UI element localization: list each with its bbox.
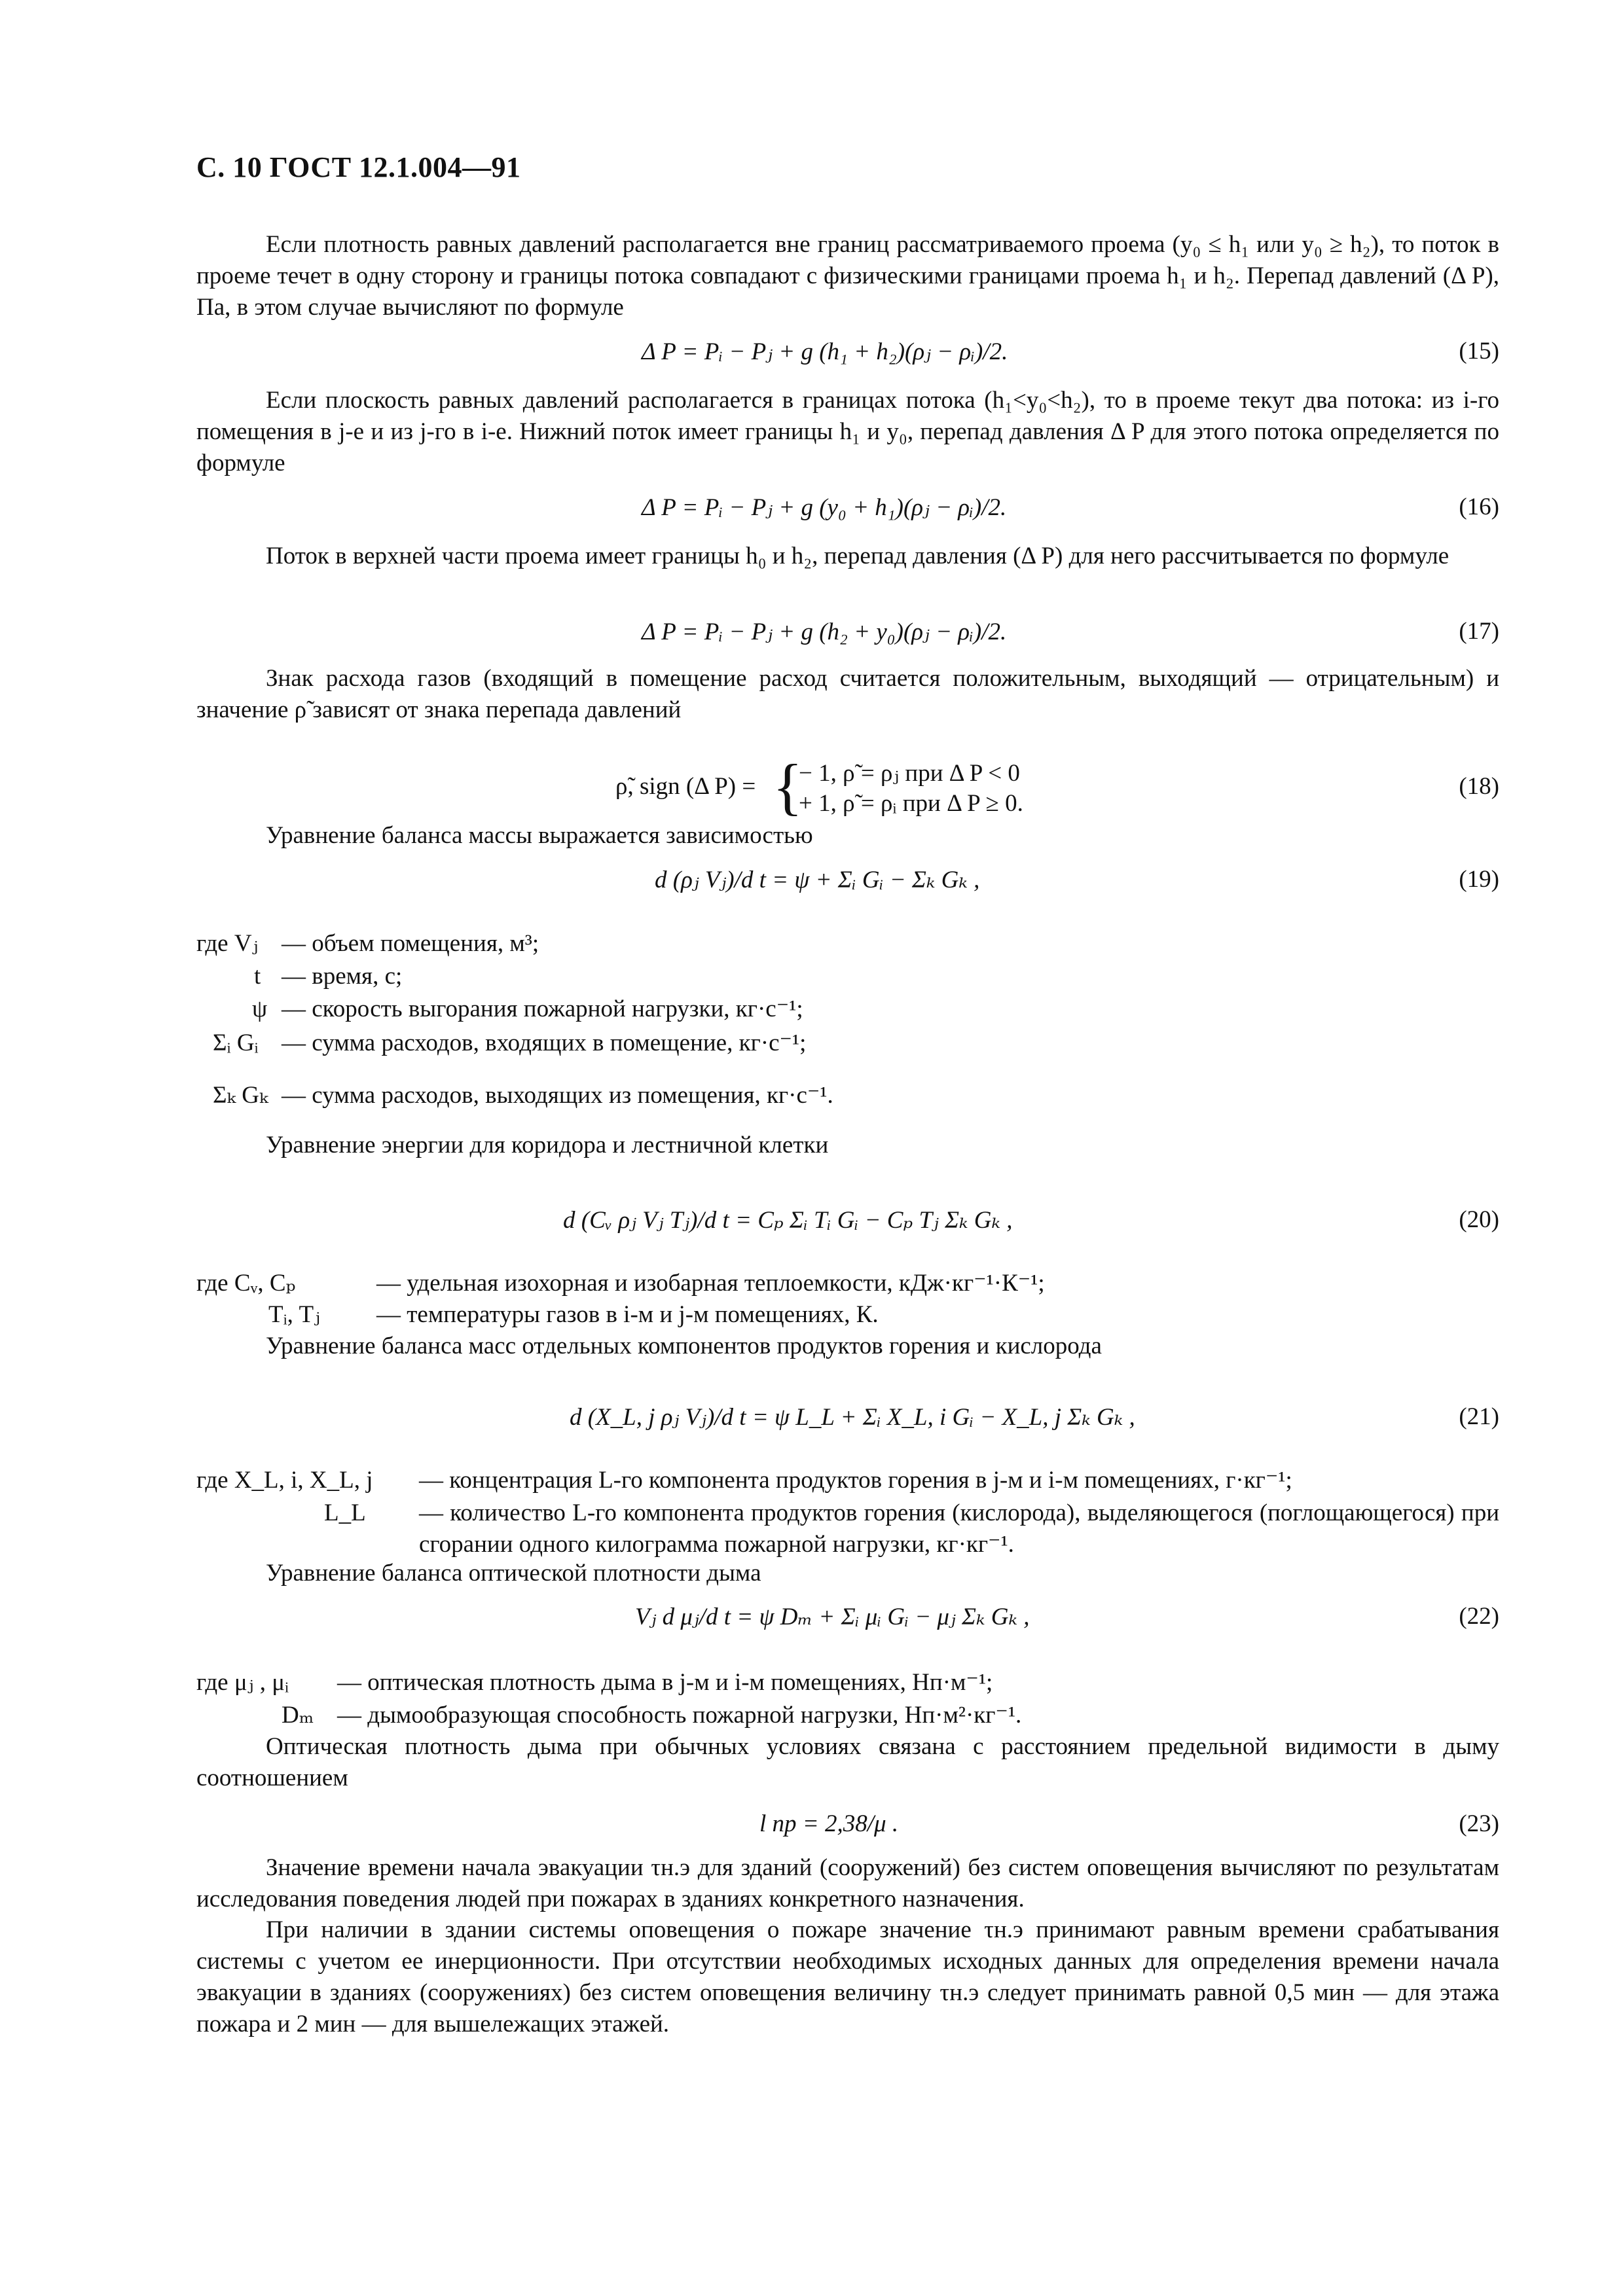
- equation-20-formula: d (Cᵥ ρⱼ Vⱼ Tⱼ)/d t = Cₚ Σᵢ Tᵢ Gᵢ − Cₚ Tⱼ Σₖ Gₖ ,: [563, 1207, 1013, 1234]
- paragraph-6: Уравнение энергии для коридора и лестничной клетки: [266, 1132, 829, 1158]
- where-21-text-2: — количество L-го компонента продуктов горения (кислорода), выделяющегося (поглощающегося) при сгорании одного килограмма пожарной нагрузки, кг·кг⁻¹.: [419, 1499, 1499, 1558]
- paragraph-5: Уравнение баланса массы выражается зависимостью: [266, 822, 813, 849]
- where-21-text-1: — концентрация L-го компонента продуктов горения в j-м и i-м помещениях, г·кг⁻¹;: [419, 1467, 1292, 1494]
- equation-22-formula: Vⱼ d μⱼ/d t = ψ Dₘ + Σᵢ μᵢ Gᵢ − μⱼ Σₖ Gₖ ,: [635, 1604, 1030, 1630]
- equation-18: [196, 751, 1499, 825]
- where-19-text-3: — скорость выгорания пожарной нагрузки, кг·с⁻¹;: [282, 996, 803, 1022]
- equation-23: [196, 1810, 1499, 1841]
- where-19-sym-3: ψ: [252, 996, 268, 1022]
- equation-23-number: (23): [1459, 1810, 1499, 1837]
- where-22-sym-1: где μⱼ , μᵢ: [196, 1669, 289, 1696]
- equation-18-case-1: − 1, ρ̃ = ρⱼ при Δ P < 0: [799, 760, 1020, 787]
- equation-18-number: (18): [1459, 773, 1499, 800]
- where-19-text-1: — объем помещения, м³;: [282, 930, 539, 957]
- where-22-text-1: — оптическая плотность дыма в j-м и i-м помещениях, Нп·м⁻¹;: [337, 1669, 993, 1696]
- equation-22-number: (22): [1459, 1603, 1499, 1630]
- equation-17-formula: Δ P = Pᵢ − Pⱼ + g (h₂ + y₀)(ρⱼ − ρᵢ)/2.: [642, 619, 1007, 645]
- where-19-text-2: — время, с;: [282, 963, 403, 990]
- equation-18-brace: {: [773, 751, 803, 821]
- paragraph-4: Знак расхода газов (входящий в помещение расход считается положительным, выходящий — отрицательным) и значение ρ̃ зависят от знака перепада давлений: [196, 665, 1499, 723]
- paragraph-11: При наличии в здании системы оповещения о пожаре значение τн.э принимают равным времени срабатывания системы с учетом ее инерционности. При отсутствии необходимых исходных данных для определения времени начала эвакуации в зданиях (сооружениях) без систем оповещения величину τн.э следует принимать равной 0,5 мин — для этажа пожара и 2 мин — для вышележащих этажей.: [196, 1916, 1499, 2037]
- paragraph-1: Если плотность равных давлений располагается вне границ рассматриваемого проема (y₀ ≤ h₁ или y₀ ≥ h₂), то поток в проеме течет в одну сторону и границы потока совпадают с физическими границами проема h₁ и h₂. Перепад давлений (Δ P), Па, в этом случае вычисляют по формуле: [196, 231, 1499, 321]
- equation-23-formula: l пр = 2,38/μ .: [759, 1810, 899, 1837]
- equation-21-number: (21): [1459, 1403, 1499, 1430]
- equation-18-case-2: + 1, ρ̃ = ρᵢ при Δ P ≥ 0.: [799, 790, 1023, 817]
- equation-19-number: (19): [1459, 866, 1499, 893]
- equation-17: [196, 617, 1499, 649]
- equation-17-number: (17): [1459, 618, 1499, 645]
- paragraph-9: Оптическая плотность дыма при обычных условиях связана с расстоянием предельной видимости в дыму соотношением: [196, 1733, 1499, 1791]
- equation-19-formula: d (ρⱼ Vⱼ)/d t = ψ + Σᵢ Gᵢ − Σₖ Gₖ ,: [655, 867, 980, 893]
- paragraph-7: Уравнение баланса масс отдельных компонентов продуктов горения и кислорода: [266, 1333, 1102, 1359]
- equation-22: [196, 1602, 1499, 1634]
- where-22-text-2: — дымообразующая способность пожарной нагрузки, Нп·м²·кг⁻¹.: [337, 1702, 1022, 1729]
- where-21-sym-1: где X_L, i, X_L, j: [196, 1467, 373, 1494]
- where-19-sym-2: t: [254, 963, 261, 990]
- equation-15-formula: Δ P = Pᵢ − Pⱼ + g (h₁ + h₂)(ρⱼ − ρᵢ)/2.: [642, 338, 1008, 365]
- where-19-text-4: — сумма расходов, входящих в помещение, кг·с⁻¹;: [282, 1030, 807, 1056]
- paragraph-10: Значение времени начала эвакуации τн.э для зданий (сооружений) без систем оповещения вычисляют по результатам исследования поведения людей при пожарах в зданиях конкретного назначения.: [196, 1854, 1499, 1912]
- where-19-text-5: — сумма расходов, выходящих из помещения, кг·с⁻¹.: [282, 1082, 833, 1109]
- equation-20-number: (20): [1459, 1206, 1499, 1233]
- equation-16-number: (16): [1459, 493, 1499, 520]
- equation-18-lhs: ρ̃, sign (Δ P) =: [615, 773, 756, 800]
- where-20-text-2: — температуры газов в i-м и j-м помещениях, К.: [376, 1301, 879, 1328]
- where-20-sym-2: Tᵢ, Tⱼ: [268, 1301, 320, 1328]
- equation-16-formula: Δ P = Pᵢ − Pⱼ + g (y₀ + h₁)(ρⱼ − ρᵢ)/2.: [642, 494, 1007, 521]
- paragraph-3: Поток в верхней части проема имеет границы h₀ и h₂, перепад давления (Δ P) для него рассчитывается по формуле: [266, 543, 1450, 569]
- where-19-sym-4: Σᵢ Gᵢ: [213, 1030, 259, 1056]
- paragraph-2: Если плоскость равных давлений располагается в границах потока (h₁<y₀<h₂), то в проеме текут два потока: из i-го помещения в j-е и из j-го в i-е. Нижний поток имеет границы h₁ и y₀, перепад давления Δ P для этого потока определяется по формуле: [196, 387, 1499, 476]
- where-19-sym-1: где Vⱼ: [196, 930, 259, 957]
- where-20-text-1: — удельная изохорная и изобарная теплоемкости, кДж·кг⁻¹·К⁻¹;: [376, 1270, 1045, 1297]
- page-header: С. 10 ГОСТ 12.1.004—91: [196, 151, 521, 183]
- paragraph-8: Уравнение баланса оптической плотности дыма: [266, 1560, 761, 1587]
- equation-15-number: (15): [1459, 338, 1499, 365]
- equation-20: [196, 1206, 1499, 1237]
- where-22-sym-2: Dₘ: [282, 1702, 314, 1729]
- equation-19: [196, 865, 1499, 897]
- equation-16: [196, 493, 1499, 524]
- equation-21-formula: d (X_L, j ρⱼ Vⱼ)/d t = ψ L_L + Σᵢ X_L, i Gᵢ − X_L, j Σₖ Gₖ ,: [570, 1404, 1135, 1431]
- where-21-sym-2: L_L: [324, 1499, 366, 1526]
- equation-15: [196, 337, 1499, 368]
- where-19-sym-5: Σₖ Gₖ: [213, 1082, 268, 1109]
- equation-21: [196, 1403, 1499, 1434]
- where-20-sym-1: где Cᵥ, Cₚ: [196, 1270, 296, 1297]
